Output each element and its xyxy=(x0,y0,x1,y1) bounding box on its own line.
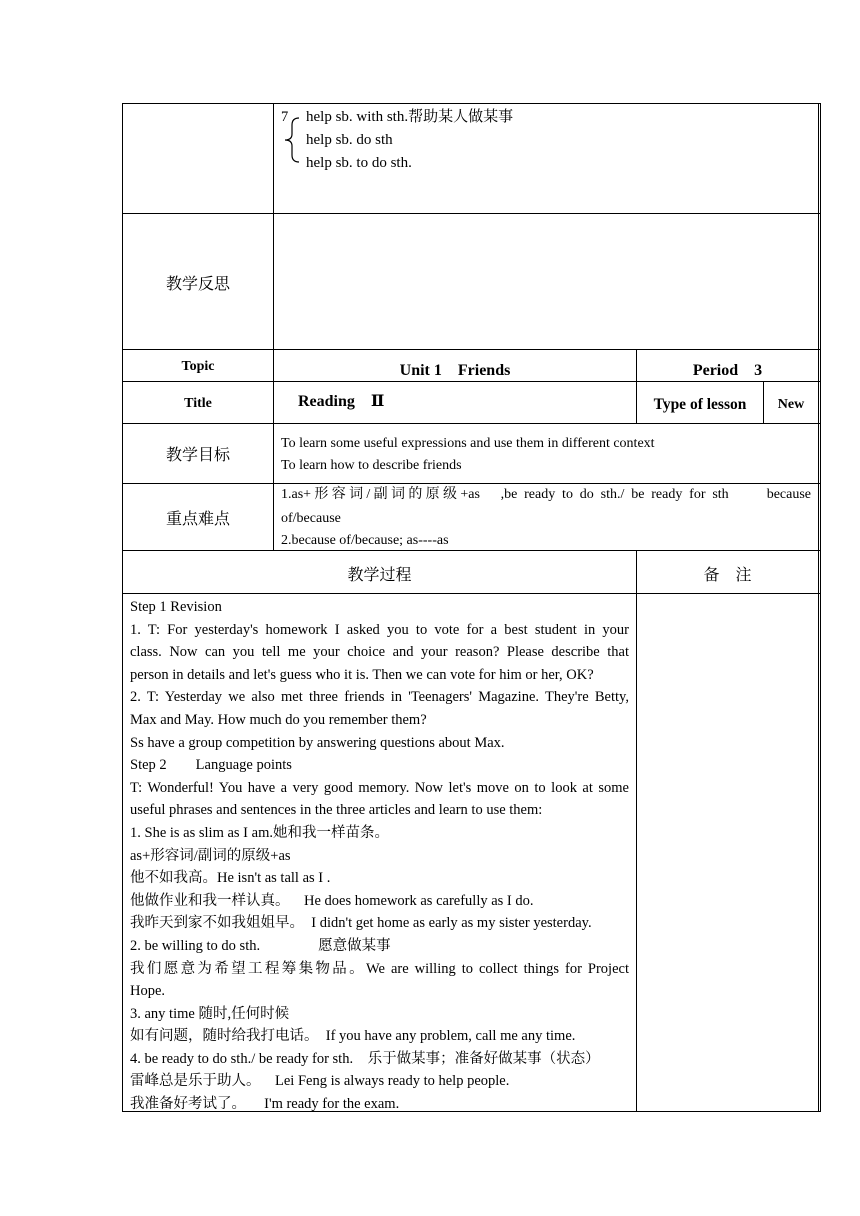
label-column-divider xyxy=(273,103,274,550)
table-left-border xyxy=(122,103,123,1112)
notes-column-divider xyxy=(636,550,637,1112)
keypoint-line-1: 1.as+形容词/副词的原级+as ,be ready to do sth./ be ready for sth because xyxy=(281,487,811,502)
row-divider-process-header xyxy=(122,550,820,551)
row-divider-title xyxy=(122,381,820,382)
title-label: Title xyxy=(184,396,212,411)
paragraph-2-line-2: Max and May. How much do you remember them? xyxy=(130,711,427,728)
curly-brace-icon xyxy=(283,117,301,163)
example-1-pattern: as+形容词/副词的原级+as xyxy=(130,847,291,864)
row-divider-process-body xyxy=(122,593,820,594)
example-2-sentence-line-2: Hope. xyxy=(130,983,166,1000)
example-2: 2. be willing to do sth. 愿意做某事 xyxy=(130,937,391,954)
example-3: 3. any time 随时,任何时候 xyxy=(130,1005,290,1022)
paragraph-4-line-1: T: Wonderful! You have a very good memory. Now let's move on to look at some xyxy=(130,779,629,796)
period-label: Period 3 xyxy=(692,362,763,379)
notes-heading: 备 注 xyxy=(703,565,752,584)
objective-line-1: To learn some useful expressions and use them in different context xyxy=(281,436,655,451)
example-1-sentence-2: 他做作业和我一样认真。 He does homework as carefully as I do. xyxy=(130,892,534,909)
objective-line-2: To learn how to describe friends xyxy=(281,458,462,473)
example-1-sentence-3: 我昨天到家不如我姐姐早。 I didn't get home as early as my sister yesterday. xyxy=(130,915,592,932)
row-divider-objectives xyxy=(122,423,820,424)
title-value: Reading Ⅱ xyxy=(298,393,385,410)
example-1: 1. She is as slim as I am.她和我一样苗条。 xyxy=(130,824,389,841)
objectives-label: 教学目标 xyxy=(165,445,230,464)
row-divider-topic xyxy=(122,349,820,350)
step-2-heading: Step 2 Language points xyxy=(130,757,292,774)
paragraph-3: Ss have a group competition by answering questions about Max. xyxy=(130,734,505,751)
example-4-sentence-1: 雷峰总是乐于助人。 Lei Feng is always ready to help people. xyxy=(130,1073,510,1090)
example-1-sentence-1: 他不如我高。He isn't as tall as I . xyxy=(130,870,331,887)
paragraph-4-line-2: useful phrases and sentences in the three articles and learn to use them: xyxy=(130,802,543,819)
reflection-label: 教学反思 xyxy=(165,274,230,293)
example-2-sentence-line-1: 我们愿意为希望工程筹集物品。We are willing to collect things for Project xyxy=(130,960,629,977)
row-divider-keypoints xyxy=(122,483,820,484)
keypoint-line-1-cont: of/because xyxy=(281,511,341,526)
paragraph-1-line-3: person in details and let's guess who it is. Then we can vote for him or her, OK? xyxy=(130,666,594,683)
item-7-number: 7 xyxy=(281,109,289,125)
keypoint-line-2: 2.because of/because; as----as xyxy=(281,533,449,548)
example-4: 4. be ready to do sth./ be ready for sth. 乐于做某事；准备好做某事（状态） xyxy=(130,1050,600,1067)
table-top-border xyxy=(122,103,820,104)
item-7-line-1-text: help sb. with sth.帮助某人做某事 xyxy=(306,109,514,125)
type-of-lesson-value: New xyxy=(777,397,805,412)
table-right-border xyxy=(818,103,819,1112)
item-7-line-2: help sb. do sth xyxy=(306,132,393,148)
paragraph-1-line-1: 1. T: For yesterday's homework I asked you to vote for a best student in your xyxy=(130,621,629,638)
table-right-border-outer xyxy=(820,103,821,1112)
process-body xyxy=(130,596,629,1116)
paragraph-2-line-1: 2. T: Yesterday we also met three friends in 'Teenagers' Magazine. They're Betty, xyxy=(130,689,629,706)
step-1-heading: Step 1 Revision xyxy=(130,599,222,615)
keypoints-label: 重点难点 xyxy=(165,509,230,528)
example-3-sentence: 如有问题，随时给我打电话。 If you have any problem, call me any time. xyxy=(130,1028,576,1045)
item-7-line-1 xyxy=(306,107,513,126)
example-4-sentence-2: 我准备好考试了。 I'm ready for the exam. xyxy=(130,1096,400,1113)
topic-label: Topic xyxy=(181,359,215,374)
paragraph-1-line-2: class. Now can you tell me your choice and your reason? Please describe that xyxy=(130,644,629,661)
type-of-lesson-label: Type of lesson xyxy=(653,396,747,413)
topic-value: Unit 1 Friends xyxy=(399,362,511,379)
process-heading: 教学过程 xyxy=(347,565,412,584)
row-divider-reflection xyxy=(122,213,820,214)
item-7-line-3: help sb. to do sth. xyxy=(306,155,412,171)
